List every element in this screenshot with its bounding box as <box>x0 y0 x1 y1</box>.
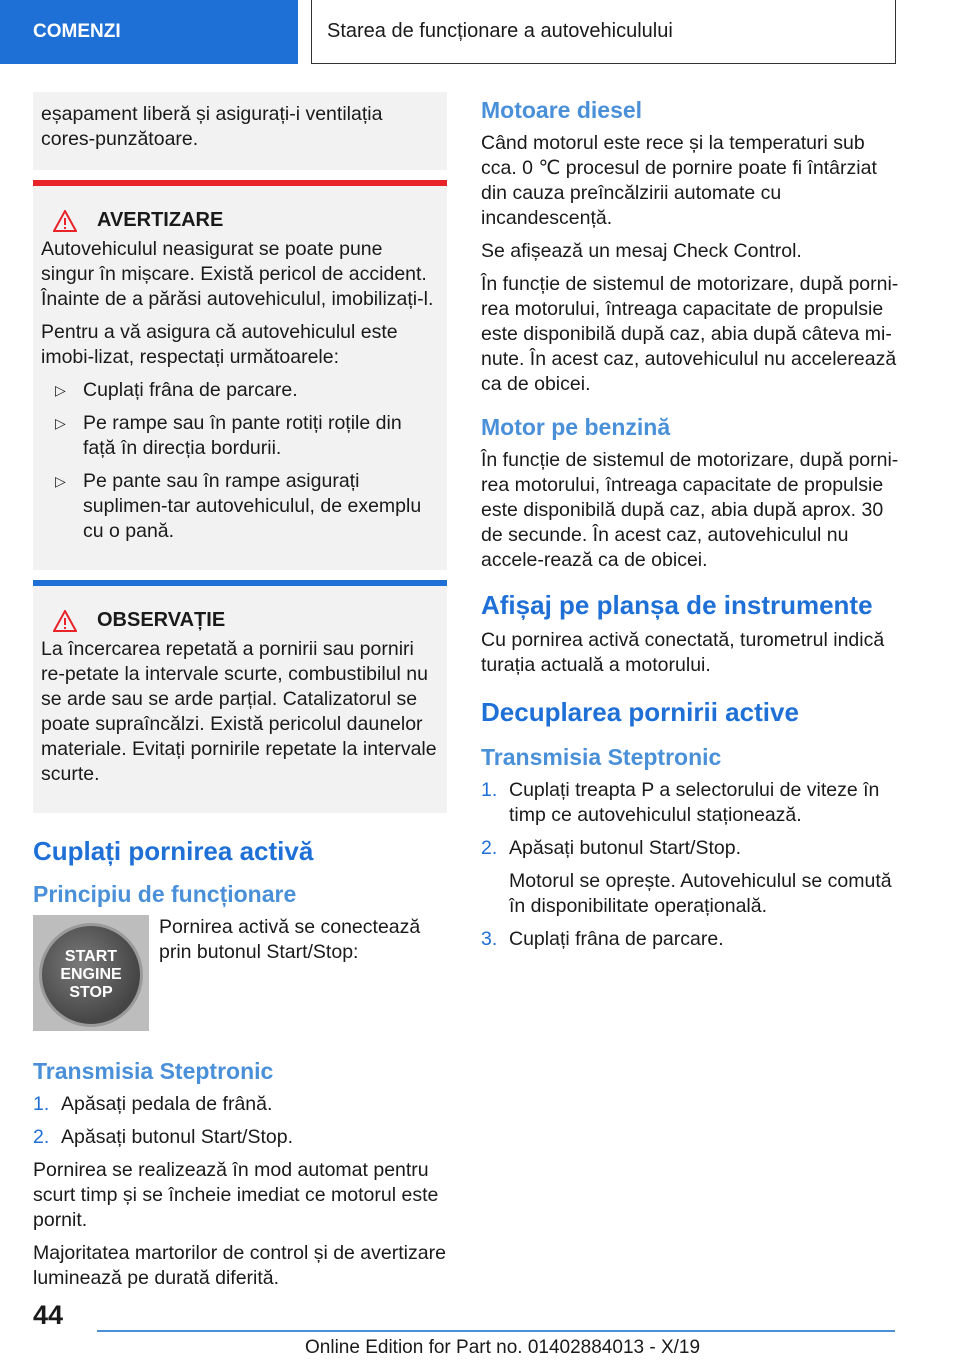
section-title: COMENZI <box>33 21 121 42</box>
diesel-paragraph-3: În funcție de sistemul de motorizare, după porni-rea motorului, întreaga capacitate de propulsie este disponibilă după caz, abia după câteva mi-nute. În acest caz, autovehiculul nu accelerează ca de obicei. <box>481 273 899 395</box>
start-stop-knob: START ENGINE STOP <box>39 923 143 1027</box>
triangle-bullet-icon: ▷ <box>55 382 66 398</box>
list-item: ▷ Pe pante sau în rampe asigurați suplimen-tar autovehiculul, de exemplu cu o pană. <box>55 470 422 542</box>
display-paragraph: Cu pornirea activă conectată, turometrul indică turația actuală a motorului. <box>481 629 885 676</box>
principle-text: Pornirea activă se conectează prin butonul Start/Stop: <box>159 916 421 963</box>
list-item: ▷ Cuplați frâna de parcare. <box>55 379 298 401</box>
list-item: 2. Apăsați butonul Start/Stop. <box>481 837 741 859</box>
list-item: 1. Cuplați treapta P a selectorului de viteze în timp ce autovehiculul staționează. <box>481 779 880 826</box>
chapter-header <box>311 0 896 64</box>
heading-petrol: Motor pe benzină <box>481 414 671 440</box>
auto-start-text: Pornirea se realizează în mod automat pentru scurt timp și se încheie imediat ce motorul este pornit. <box>33 1159 439 1231</box>
continued-note-box <box>33 92 447 170</box>
note-title-row <box>41 608 439 633</box>
indicator-lights-text: Majoritatea martorilor de control și de avertizare luminează pe durată diferită. <box>33 1242 446 1289</box>
triangle-bullet-icon: ▷ <box>55 473 66 489</box>
warning-box <box>33 180 447 570</box>
diesel-paragraph-1: Când motorul este rece și la temperaturi sub cca. 0 ℃ procesul de pornire poate fi întârziat din cauza preîncălzirii automate cu incandescență. <box>481 132 877 229</box>
footer-divider <box>97 1330 895 1332</box>
start-stop-button-image <box>33 915 149 1031</box>
warning-title-row <box>41 208 439 233</box>
heading-steptronic-right: Transmisia Steptronic <box>481 744 722 770</box>
warning-paragraph-2: Pentru a vă asigura că autovehiculul este imobi-lizat, respectați următoarele: <box>41 321 398 368</box>
heading-principle: Principiu de funcționare <box>33 881 297 907</box>
left-column <box>33 92 447 1299</box>
diesel-paragraph-2: Se afișează un mesaj Check Control. <box>481 240 802 262</box>
start-steps <box>33 1092 447 1150</box>
section-tab <box>0 0 298 64</box>
right-column <box>481 92 901 960</box>
list-item: 3. Cuplați frâna de parcare. <box>481 928 724 950</box>
triangle-bullet-icon: ▷ <box>55 415 66 431</box>
heading-display: Afișaj pe planșa de instrumente <box>481 590 873 620</box>
page-number: 44 <box>33 1300 64 1330</box>
warning-triangle-icon <box>53 610 77 632</box>
note-title: OBSERVAȚIE <box>97 609 226 631</box>
note-text: La încercarea repetată a pornirii sau porniri re-petate la intervale scurte, combustibilul nu se arde sau se arde parțial. Catalizatorul se poate supraîncălzi. Există pericolul daunelor materiale. Evitați pornirile repetate la intervale scurte. <box>41 638 437 785</box>
warning-title: AVERTIZARE <box>97 209 224 231</box>
list-item: 1. Apăsați pedala de frână. <box>33 1093 273 1115</box>
stop-steps <box>481 778 901 861</box>
principle-section <box>33 915 447 1031</box>
step-2-result: Motorul se oprește. Autovehiculul se comută în disponibilitate operațională. <box>509 870 892 917</box>
warning-paragraph-1: Autovehiculul neasigurat se poate pune singur în mișcare. Există pericol de accident. Înainte de a părăsi autovehiculul, imobilizați-l. <box>41 238 434 310</box>
heading-activate: Cuplați pornirea activă <box>33 836 314 866</box>
heading-steptronic-left: Transmisia Steptronic <box>33 1058 274 1084</box>
footer-edition: Online Edition for Part no. 01402884013 - X/19 <box>305 1337 701 1358</box>
warning-bullet-list <box>41 378 439 544</box>
stop-steps-continued <box>481 927 901 952</box>
note-box <box>33 580 447 813</box>
list-item: ▷ Pe rampe sau în pante rotiți roțile din față în direcția bordurii. <box>55 412 402 459</box>
heading-diesel: Motoare diesel <box>481 97 643 123</box>
list-item: 2. Apăsați butonul Start/Stop. <box>33 1126 293 1148</box>
heading-deactivate: Decuplarea pornirii active <box>481 697 799 727</box>
continued-text: eșapament liberă și asigurați-i ventilația cores-punzătoare. <box>41 103 383 150</box>
petrol-paragraph: În funcție de sistemul de motorizare, după porni-rea motorului, întreaga capacitate de propulsie este disponibilă după caz, abia după aprox. 30 de secunde. În acest caz, autovehiculul nu accele-rează ca de obicei. <box>481 449 899 571</box>
warning-triangle-icon <box>53 210 77 232</box>
chapter-title: Starea de funcționare a autovehiculului <box>327 20 673 42</box>
